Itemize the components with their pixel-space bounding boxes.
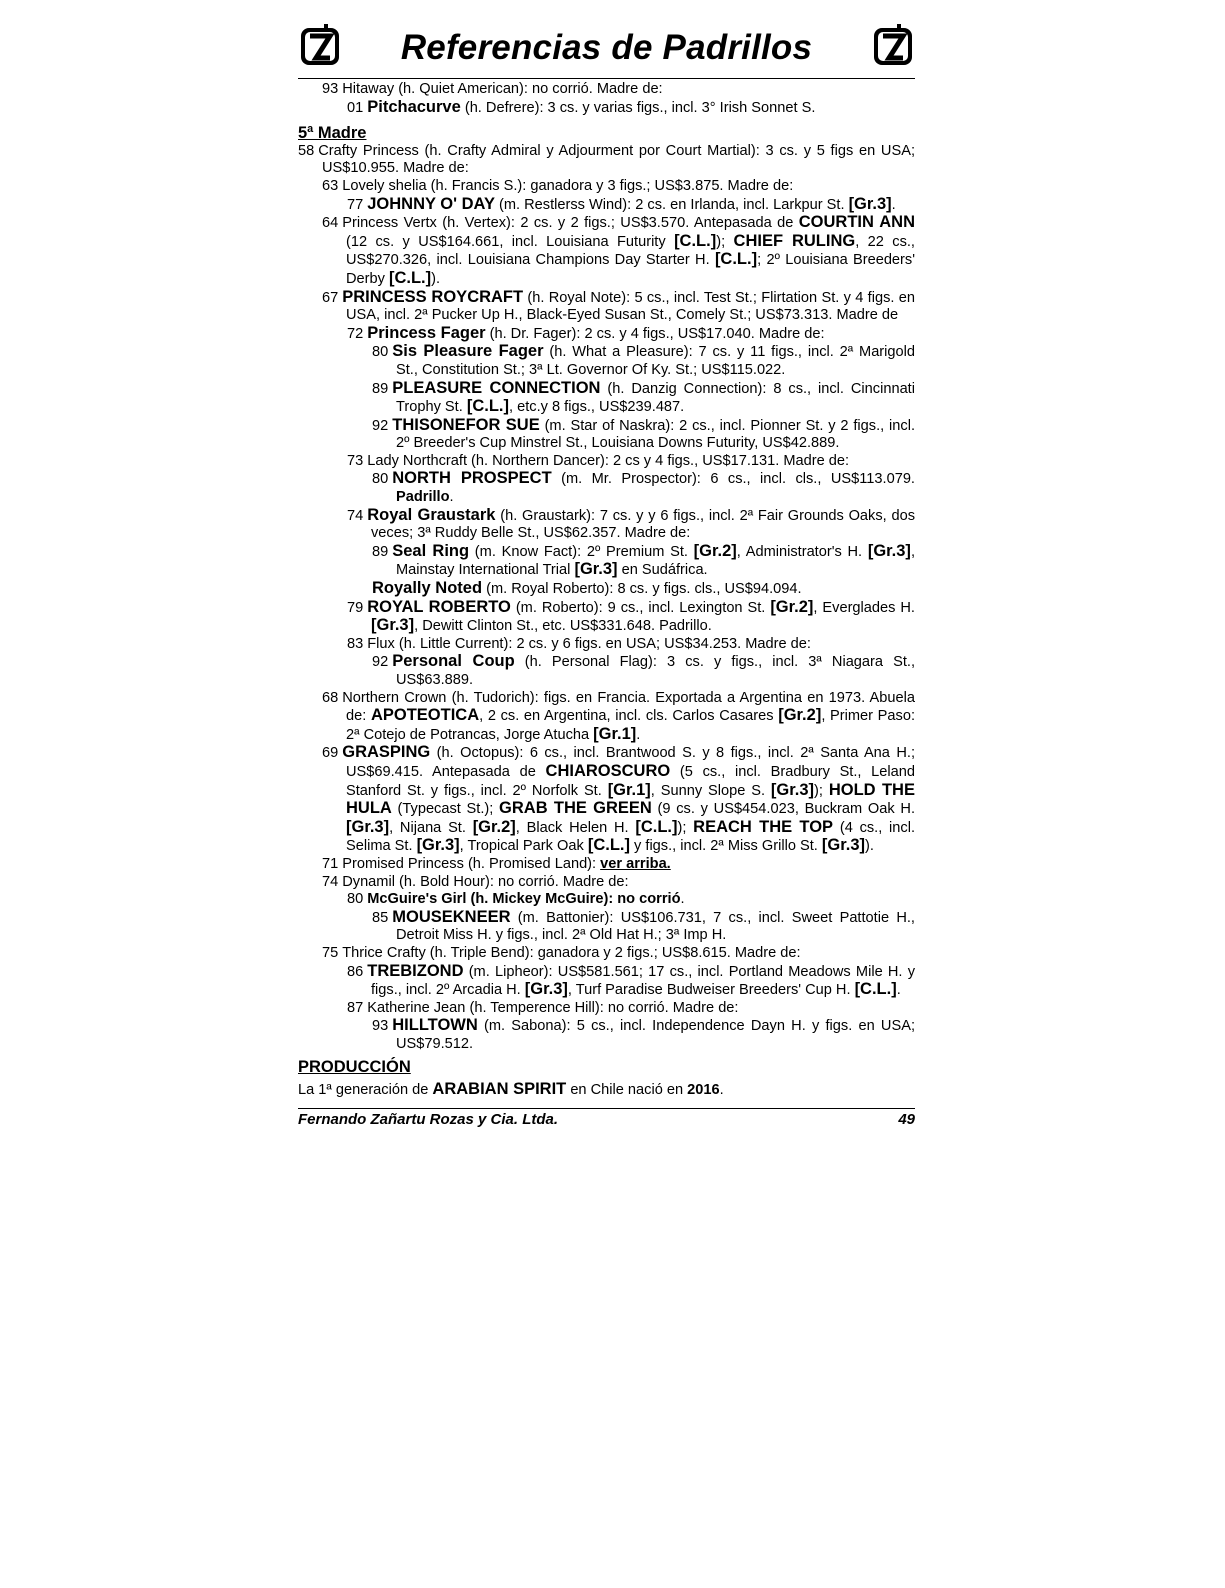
birth-year: 93	[372, 1018, 389, 1035]
entry-text: (m. Restlerss Wind): 2 cs. en Irlanda, incl. Larkpur St.	[494, 196, 849, 213]
page-footer	[298, 1108, 915, 1128]
entry-text: (h. Graustark): 7 cs. y y 6 figs., incl. 2ª Fair Grounds Oaks, dos veces; 3ª Ruddy Belle St., US$62.357. Madre de:	[371, 507, 916, 542]
horse-name: [C.L.]	[587, 836, 630, 855]
birth-year: 92	[372, 654, 389, 671]
entry-text: .	[680, 891, 685, 908]
entry-text: (m. Sabona): 5 cs., incl. Independence Dayn H. y figs. en USA; US$79.512.	[396, 1018, 915, 1052]
birth-year: 69	[322, 745, 339, 762]
birth-year: 63	[322, 177, 339, 194]
horse-name: Sis Pleasure Fager	[392, 342, 544, 361]
birth-year: 68	[322, 689, 339, 706]
entry-text: , Tropical Park Oak	[459, 838, 588, 855]
entry-text: .	[719, 1082, 724, 1099]
bold-text: McGuire's Girl (h. Mickey McGuire): no corrió	[367, 891, 681, 908]
top-entries	[298, 81, 915, 117]
horse-name: MOUSEKNEER	[392, 907, 511, 926]
horse-name: HILLTOWN	[392, 1016, 478, 1035]
document-page	[298, 18, 915, 1128]
horse-name: [Gr.1]	[607, 780, 651, 799]
pedigree-body	[298, 81, 915, 1100]
entry-text: Crafty Princess (h. Crafty Admiral y Adjourment por Court Martial): 3 cs. y 5 figs en USA; US$10.955. Madre de:	[318, 142, 915, 177]
horse-name: Royally Noted	[372, 579, 483, 598]
horse-name: THISONEFOR SUE	[392, 415, 540, 434]
page-number: 49	[898, 1110, 915, 1128]
entry-text: ).	[431, 270, 441, 287]
birth-year: 01	[347, 99, 364, 116]
entry-text: Dynamil (h. Bold Hour): no corrió. Madre de:	[342, 873, 629, 890]
footer-publisher: Fernando Zañartu Rozas y Cia. Ltda.	[298, 1110, 559, 1128]
birth-year: 83	[347, 635, 364, 652]
pedigree-entry	[298, 543, 915, 580]
horse-name: PRINCESS ROYCRAFT	[342, 287, 524, 306]
birth-year: 93	[322, 81, 339, 97]
horse-name: [Gr.2]	[770, 597, 814, 616]
horse-name: PLEASURE CONNECTION	[392, 378, 601, 397]
horse-name: ARABIAN SPIRIT	[432, 1080, 567, 1099]
horse-name: [Gr.3]	[346, 817, 390, 836]
pedigree-entry	[298, 690, 915, 745]
entry-text: Northern Crown (h. Tudorich): figs. en Francia. Exportada a Argentina en 1973. Abuela de:	[342, 689, 915, 725]
entry-text: , Sunny Slope S.	[650, 782, 771, 799]
entry-text: );	[814, 782, 829, 799]
birth-year: 79	[347, 599, 364, 616]
horse-name: COURTIN ANN	[798, 213, 915, 232]
horse-name: [Gr.3]	[574, 560, 618, 579]
page-title: Referencias de Padrillos	[400, 28, 813, 67]
birth-year: 86	[347, 963, 364, 980]
entry-text: y figs., incl. 2ª Miss Grillo St.	[629, 838, 822, 855]
birth-year: 71	[322, 855, 339, 872]
entry-text: (m. Battonier): US$106.731, 7 cs., incl. Sweet Pattotie H., Detroit Miss H. y figs., incl. 2ª Old Hat H.; 3ª Imp H.	[396, 909, 915, 944]
horse-name: Pitchacurve	[367, 97, 461, 116]
pedigree-entry	[298, 636, 915, 654]
entry-text: , Dewitt Clinton St., etc. US$331.648. Padrillo.	[414, 618, 712, 635]
entry-text: (h. What a Pleasure): 7 cs. y 11 figs., incl. 2ª Marigold St., Constitution St.; 3ª Lt. Governor Of Ky. St.; US$115.022.	[396, 344, 916, 378]
entry-text: Lovely shelia (h. Francis S.): ganadora y 3 figs.; US$3.875. Madre de:	[342, 177, 794, 194]
section-heading-5a-madre: 5ª Madre	[298, 124, 367, 143]
horse-name: [Gr.2]	[472, 817, 516, 836]
entry-text: );	[677, 819, 694, 836]
entry-text: Katherine Jean (h. Temperence Hill): no corrió. Madre de:	[367, 999, 739, 1016]
pedigree-entry	[298, 343, 915, 379]
entry-text: (m. Lipheor): US$581.561; 17 cs., incl. Portland Meadows Mile H. y figs., incl. 2º Arcadia H.	[371, 963, 915, 999]
entry-text: , Primer Paso: 2ª Cotejo de Potrancas, Jorge Atucha	[346, 708, 915, 743]
horse-name: [Gr.1]	[593, 724, 637, 743]
birth-year: 73	[347, 452, 364, 469]
horse-name: [C.L.]	[674, 231, 717, 250]
entry-text: Thrice Crafty (h. Triple Bend): ganadora y 2 figs.; US$8.615. Madre de:	[342, 944, 801, 961]
entry-text: (m. Mr. Prospector): 6 cs., incl. cls., US$113.079.	[551, 471, 915, 488]
entry-text: , etc.y 8 figs., US$239.487.	[509, 399, 685, 416]
pedigree-entry	[298, 470, 915, 506]
birth-year: 92	[372, 417, 389, 434]
birth-year: 74	[322, 873, 339, 890]
entry-text: , Everglades H.	[813, 599, 915, 616]
horse-name: ROYAL ROBERTO	[367, 597, 511, 616]
entry-text: , Administrator's H.	[736, 543, 868, 560]
entry-text: (12 cs. y US$164.661, incl. Louisiana Futurity	[346, 233, 675, 250]
entry-text: , 2 cs. en Argentina, incl. cls. Carlos Casares	[479, 708, 779, 725]
pedigree-entry	[298, 891, 915, 909]
entry-text: );	[716, 233, 734, 250]
pedigree-entry	[298, 507, 915, 543]
horse-name: Personal Coup	[392, 652, 515, 671]
bold-text: Padrillo	[396, 489, 450, 506]
entry-text: (9 cs. y US$454.023, Buckram Oak H.	[651, 801, 915, 818]
entry-text: (4 cs., incl. Selima St.	[346, 819, 915, 855]
pedigree-entry	[298, 214, 915, 288]
pedigree-entries	[298, 143, 915, 1054]
birth-year: 67	[322, 289, 339, 306]
entry-text: Hitaway (h. Quiet American): no corrió. Madre de:	[342, 81, 663, 97]
horse-name: [C.L.]	[854, 980, 897, 999]
pedigree-entry	[298, 1000, 915, 1018]
bold-text: 2016	[687, 1082, 720, 1099]
horse-name: [Gr.3]	[770, 780, 814, 799]
horse-name: REACH THE TOP	[693, 817, 834, 836]
pedigree-entry	[298, 653, 915, 689]
birth-year: 80	[372, 344, 389, 361]
horse-name: [C.L.]	[388, 268, 432, 287]
entry-text: .	[896, 982, 901, 999]
horse-name: [Gr.3]	[416, 836, 460, 855]
entry-text: (Typecast St.);	[391, 801, 500, 818]
entry-text: , Mainstay International Trial	[396, 543, 915, 579]
pedigree-entry	[298, 81, 915, 99]
pedigree-entry	[298, 99, 915, 118]
horse-name: [Gr.2]	[693, 541, 737, 560]
horse-name: [Gr.3]	[821, 836, 866, 855]
entry-text: Princess Vertx (h. Vertex): 2 cs. y 2 figs.; US$3.570. Antepasada de	[342, 215, 799, 232]
horse-name: GRASPING	[342, 743, 431, 762]
section-heading-produccion: PRODUCCIÓN	[298, 1058, 411, 1077]
horse-name: Seal Ring	[392, 541, 470, 560]
pedigree-entry	[298, 963, 915, 1000]
entry-text: (m. Royal Roberto): 8 cs. y figs. cls., US$94.094.	[482, 581, 802, 598]
pedigree-entry	[298, 744, 915, 856]
horse-name: [Gr.3]	[848, 194, 892, 213]
birth-year: 87	[347, 999, 364, 1016]
pedigree-entry	[298, 325, 915, 344]
pedigree-entry	[298, 196, 915, 215]
entry-text: (h. Octopus): 6 cs., incl. Brantwood S. y 8 figs., incl. 2ª Santa Ana H.; US$69.415. Antepasada de	[346, 745, 915, 780]
horse-name: JOHNNY O' DAY	[367, 194, 495, 213]
entry-text: , Nijana St.	[389, 819, 473, 836]
entry-text: (h. Royal Note): 5 cs., incl. Test St.; Flirtation St. y 4 figs. en USA, incl. 2ª Pucker Up H., Black-Eyed Susan St., Comely St.; US$73.313. Madre de	[346, 289, 915, 324]
horse-name: CHIEF RULING	[733, 231, 856, 250]
entry-text: (h. Danzig Connection): 8 cs., incl. Cincinnati Trophy St.	[396, 380, 915, 416]
birth-year: 58	[298, 142, 315, 159]
entry-text: , Turf Paradise Budweiser Breeders' Cup H.	[567, 982, 855, 999]
pedigree-entry	[298, 143, 915, 178]
horse-name: HOLD THE HULA	[346, 780, 915, 818]
pedigree-entry	[298, 417, 915, 453]
horse-name: [Gr.3]	[524, 980, 568, 999]
horse-name: [Gr.2]	[778, 706, 822, 725]
pedigree-entry	[298, 580, 915, 599]
birth-year: 85	[372, 909, 389, 926]
page-header	[298, 18, 915, 78]
entry-text: La 1ª generación de	[298, 1082, 433, 1099]
horse-name: NORTH PROSPECT	[392, 469, 552, 488]
entry-text: , 22 cs., US$270.326, incl. Louisiana Champions Day Starter H.	[346, 233, 915, 269]
entry-text: en Chile nació en	[566, 1082, 688, 1099]
entry-text: (h. Dr. Fager): 2 cs. y 4 figs., US$17.040. Madre de:	[485, 325, 825, 342]
horse-name: [C.L.]	[635, 817, 678, 836]
entry-text: (m. Roberto): 9 cs., incl. Lexington St.	[510, 599, 771, 616]
pedigree-entry	[298, 289, 915, 325]
pedigree-entry	[298, 945, 915, 963]
pedigree-entry	[298, 380, 915, 417]
entry-text: ; 2º Louisiana Breeders' Derby	[346, 252, 915, 287]
entry-text: (h. Defrere): 3 cs. y varias figs., incl. 3° Irish Sonnet S.	[460, 99, 816, 116]
entry-text: en Sudáfrica.	[617, 562, 708, 579]
production-text	[298, 1081, 915, 1100]
horse-name: APOTEOTICA	[370, 706, 480, 725]
horseshoe-logo-icon	[871, 22, 915, 68]
birth-year: 89	[372, 543, 389, 560]
pedigree-entry	[298, 909, 915, 945]
entry-text: (5 cs., incl. Bradbury St., Leland Stanford St. y figs., incl. 2º Norfolk St.	[346, 763, 915, 799]
header-rule	[298, 78, 915, 79]
birth-year: 72	[347, 325, 364, 342]
horse-name: Royal Graustark	[367, 505, 496, 524]
entry-text: .	[636, 726, 641, 743]
birth-year: 80	[347, 891, 364, 908]
horse-name: CHIAROSCURO	[545, 761, 671, 780]
horse-name: TREBIZOND	[367, 961, 464, 980]
pedigree-entry	[298, 599, 915, 636]
cross-reference: ver arriba.	[600, 855, 671, 872]
entry-text: .	[891, 196, 896, 213]
entry-text: Promised Princess (h. Promised Land):	[342, 855, 601, 872]
horse-name: [Gr.3]	[867, 541, 911, 560]
entry-text: Lady Northcraft (h. Northern Dancer): 2 cs y 4 figs., US$17.131. Madre de:	[367, 452, 850, 469]
horse-name: Princess Fager	[367, 323, 486, 342]
birth-year: 75	[322, 944, 339, 961]
horse-name: GRAB THE GREEN	[499, 799, 652, 818]
horse-name: [C.L.]	[466, 397, 509, 416]
pedigree-entry	[298, 178, 915, 196]
entry-text: .	[449, 489, 454, 506]
birth-year: 80	[372, 471, 389, 488]
pedigree-entry	[298, 856, 915, 874]
entry-text: ).	[865, 838, 874, 855]
birth-year: 64	[322, 215, 339, 232]
entry-text: Flux (h. Little Current): 2 cs. y 6 figs. en USA; US$34.253. Madre de:	[367, 635, 811, 652]
entry-text: , Black Helen H.	[515, 819, 636, 836]
birth-year: 77	[347, 196, 364, 213]
entry-text: (m. Know Fact): 2º Premium St.	[469, 543, 694, 560]
entry-text: (h. Personal Flag): 3 cs. y figs., incl. 3ª Niagara St., US$63.889.	[396, 654, 916, 688]
birth-year: 89	[372, 380, 389, 397]
pedigree-entry	[298, 874, 915, 892]
pedigree-entry	[298, 453, 915, 471]
pedigree-entry	[298, 1017, 915, 1053]
horse-name: [Gr.3]	[371, 616, 415, 635]
birth-year: 74	[347, 507, 364, 524]
entry-text: (m. Star of Naskra): 2 cs., incl. Pionner St. y 2 figs., incl. 2º Breeder's Cup Minstrel St., Louisiana Downs Futurity, US$42.889.	[396, 417, 915, 452]
horse-name: [C.L.]	[714, 250, 758, 269]
